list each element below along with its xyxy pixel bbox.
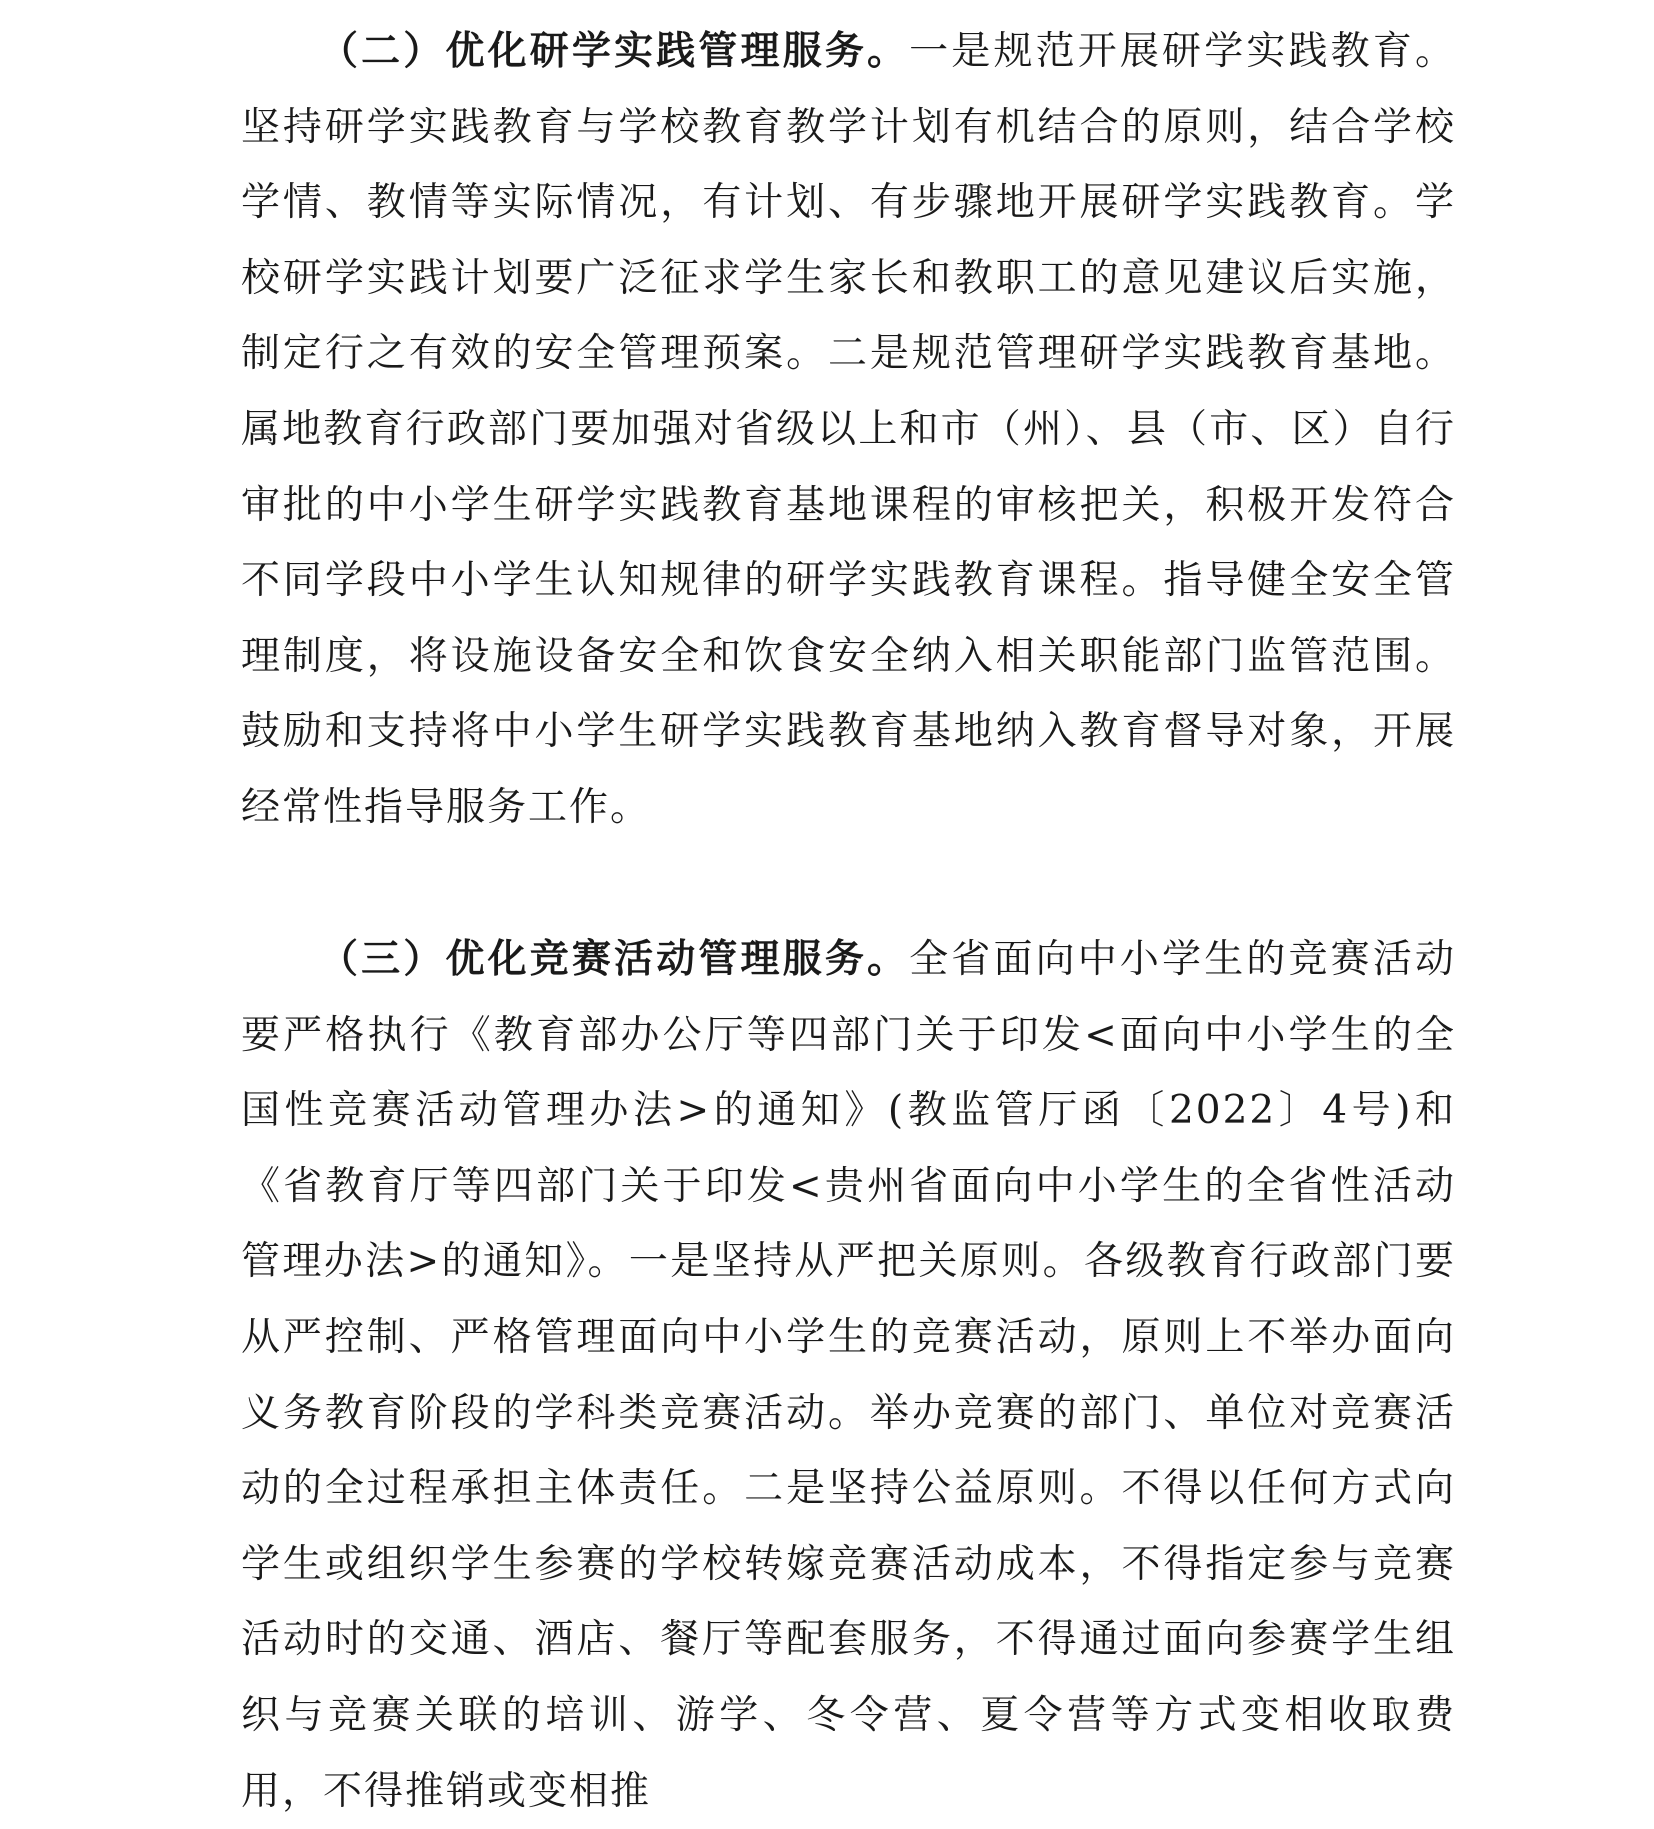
section-2-paragraph — [241, 14, 1456, 846]
section-3-heading: （三）优化竞赛活动管理服务。 — [319, 937, 910, 982]
section-3-body: 全省面向中小学生的竞赛活动要严格执行《教育部办公厅等四部门关于印发<面向中小学生的全国性竞赛活动管理办法>的通知》(教监管厅函〔2022〕4号)和《省教育厅等四部门关于印发<贵州省面向中小学生的全省性活动管理办法>的通知》。一是坚持从严把关原则。各级教育行政部门要从严控制、严格管理面向中小学生的竞赛活动，原则上不举办面向义务教育阶段的学科类竞赛活动。举办竞赛的部门、单位对竞赛活动的全过程承担主体责任。二是坚持公益原则。不得以任何方式向学生或组织学生参赛的学校转嫁竞赛活动成本，不得指定参与竞赛活动时的交通、酒店、餐厅等配套服务，不得通过面向参赛学生组织与竞赛关联的培训、游学、冬令营、夏令营等方式变相收取费用，不得推销或变相推 — [241, 937, 1456, 1814]
section-2-block — [241, 14, 1456, 846]
section-2-body: 一是规范开展研学实践教育。坚持研学实践教育与学校教育教学计划有机结合的原则，结合学校学情、教情等实际情况，有计划、有步骤地开展研学实践教育。学校研学实践计划要广泛征求学生家长和教职工的意见建议后实施，制定行之有效的安全管理预案。二是规范管理研学实践教育基地。属地教育行政部门要加强对省级以上和市（州）、县（市、区）自行审批的中小学生研学实践教育基地课程的审核把关，积极开发符合不同学段中小学生认知规律的研学实践教育课程。指导健全安全管理制度，将设施设备安全和饮食安全纳入相关职能部门监管范围。鼓励和支持将中小学生研学实践教育基地纳入教育督导对象，开展经常性指导服务工作。 — [241, 29, 1456, 830]
section-3-paragraph — [241, 922, 1456, 1829]
section-3-block — [241, 922, 1456, 1829]
section-2-heading: （二）优化研学实践管理服务。 — [319, 29, 910, 74]
